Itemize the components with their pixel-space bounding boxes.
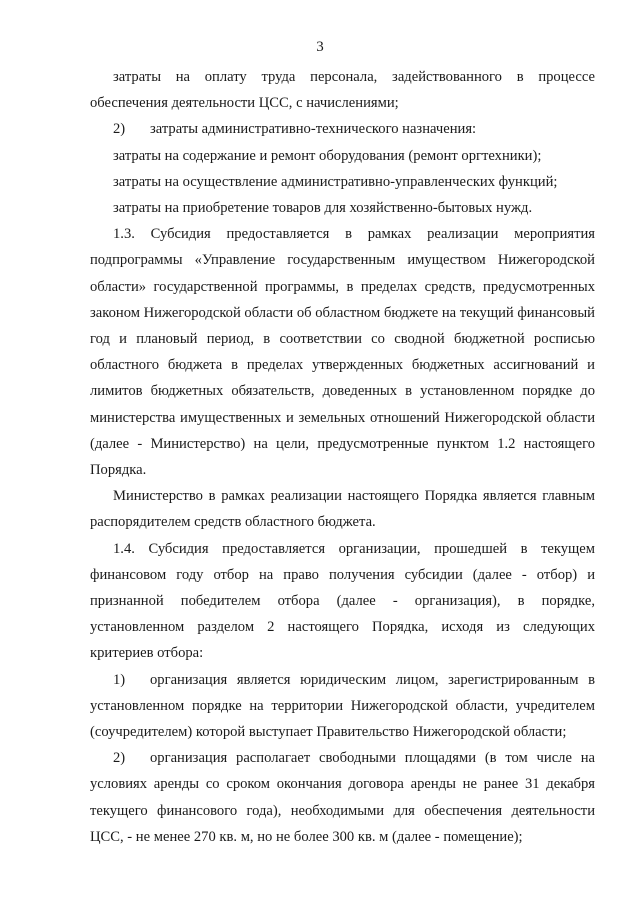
criterion-1 — [90, 667, 595, 746]
criterion-2 — [90, 745, 595, 850]
page-number: 3 — [316, 39, 324, 55]
paragraph-goods-costs: затраты на приобретение товаров для хозяйственно-бытовых нужд. — [113, 200, 533, 217]
paragraph-ministry: Министерство в рамках реализации настоящего Порядка является главным распорядителем средств областного бюджета. — [90, 488, 595, 531]
criterion-text: организация является юридическим лицом, зарегистрированным в установленном порядке на территории Нижегородской области, учредителем (соучредителем) которой выступает Правительство Нижегородской области; — [90, 671, 595, 741]
paragraph-admin-function-costs: затраты на осуществление административно-управленческих функций; — [113, 173, 558, 190]
list-number: 2) — [113, 121, 126, 138]
document-body — [90, 64, 595, 850]
paragraph-staff-costs: затраты на оплату труда персонала, задействованного в процессе обеспечения деятельности ЦСС, с начислениями; — [90, 69, 595, 112]
list-number: 1) — [113, 671, 126, 688]
list-item-text: затраты административно-технического назначения: — [150, 121, 477, 138]
list-item-2-admin-costs — [90, 116, 595, 142]
paragraph-1-3: 1.3. Субсидия предоставляется в рамках реализации мероприятия подпрограммы «Управление государственным имуществом Нижегородской области» государственной программы, в пределах средств, предусмотренных законом Нижегородской области об областном бюджете на текущий финансовый год и плановый период, в соответствии со сводной бюджетной росписью областного бюджета в пределах утвержденных бюджетных ассигнований и лимитов бюджетных обязательств, доведенных в установленном порядке до министерства имущественных и земельных отношений Нижегородской области (далее - Министерство) на цели, предусмотренные пунктом 1.2 настоящего Порядка. — [90, 226, 595, 479]
paragraph-repair-costs: затраты на содержание и ремонт оборудования (ремонт оргтехники); — [113, 147, 542, 164]
paragraph-1-4: 1.4. Субсидия предоставляется организации, прошедшей в текущем финансовом году отбор на право получения субсидии (далее - отбор) и признанной победителем отбора (далее - организация), в порядке, установленном разделом 2 настоящего Порядка, исходя из следующих критериев отбора: — [90, 540, 595, 662]
criterion-text: организация располагает свободными площадями (в том числе на условиях аренды со сроком окончания договора аренды не ранее 31 декабря текущего финансового года), необходимыми для обеспечения деятельности ЦСС, - не менее 270 кв. м, но не более 300 кв. м (далее - помещение); — [90, 750, 595, 845]
list-number: 2) — [113, 750, 126, 767]
